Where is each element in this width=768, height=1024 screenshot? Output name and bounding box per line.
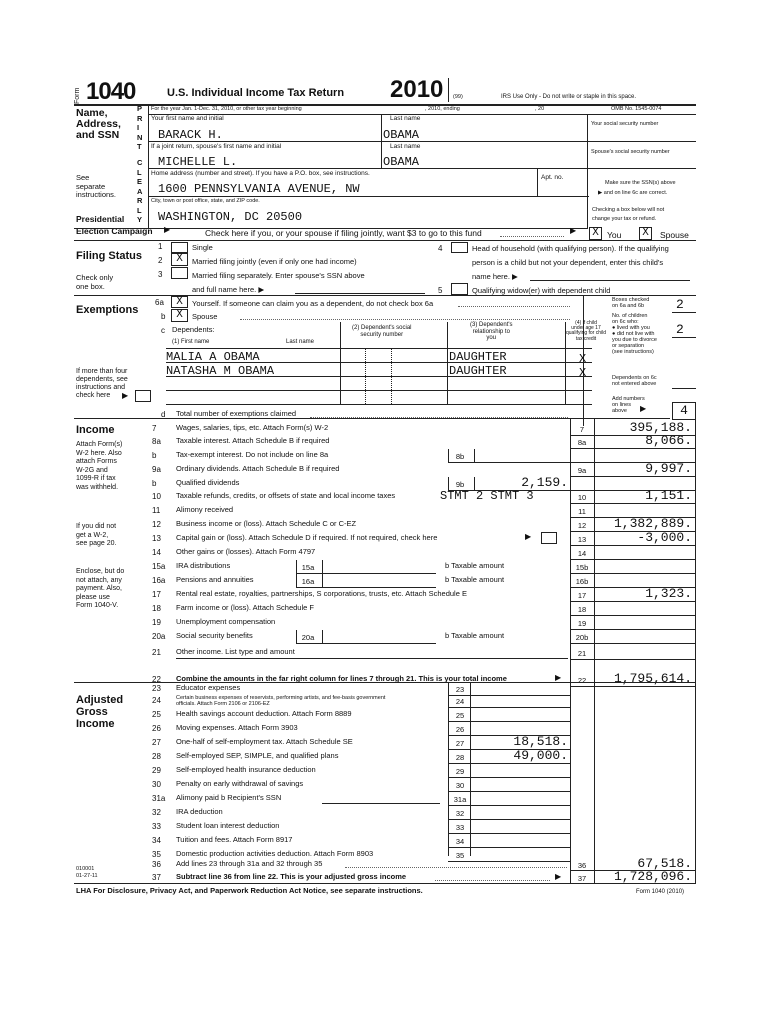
dependent-2-relation[interactable]: DAUGHTER: [449, 364, 507, 378]
form-code: (99): [453, 94, 463, 100]
you-label: You: [607, 230, 622, 240]
agi-sub-number: 32: [455, 809, 465, 818]
agi-amount-28[interactable]: 49,000.: [513, 748, 568, 763]
income-line-number: 14: [152, 548, 161, 557]
income-col-number: 8a: [577, 438, 587, 447]
income-line-number: 19: [152, 618, 161, 627]
income-col-number: 21: [577, 649, 587, 658]
line-36-label: Add lines 23 through 31a and 32 through 35: [176, 859, 323, 868]
income-col-number: 20b: [575, 633, 589, 642]
spouse-last-field[interactable]: OBAMA: [383, 155, 420, 169]
taxable-amount-label: b Taxable amount: [445, 631, 505, 640]
taxable-amount-label: b Taxable amount: [445, 561, 505, 570]
period-suffix: , 20: [535, 106, 545, 112]
checking-note-2: change your tax or refund.: [592, 216, 657, 222]
income-amount-12[interactable]: 1,382,889.: [613, 516, 692, 531]
campaign-text: Check here if you, or your spouse if filing jointly, want $3 to go to this fund: [205, 228, 482, 238]
income-line-label: Taxable refunds, credits, or offsets of state and local income taxes: [176, 491, 396, 500]
you-campaign-checkbox[interactable]: X: [589, 227, 602, 240]
omb-number: OMB No. 1545-0074: [611, 106, 662, 112]
dep-first-name-col: (1) First name: [172, 339, 210, 345]
agi-line-label: Penalty on early withdrawal of savings: [176, 779, 304, 788]
arrow-icon: ▶: [122, 391, 129, 400]
form-title: U.S. Individual Income Tax Return: [167, 87, 345, 99]
dependent-2-credit[interactable]: X: [579, 366, 587, 380]
income-sub-number: 9b: [455, 480, 465, 489]
agi-line-number: 24: [152, 696, 161, 705]
agi-line-label: One-half of self-employment tax. Attach Schedule SE: [176, 737, 353, 746]
agi-sub-number: 23: [455, 685, 465, 694]
agi-sub-number: 25: [455, 711, 465, 720]
first-name-label: Your first name and initial: [151, 115, 224, 122]
income-line-label: Wages, salaries, tips, etc. Attach Form(s) W-2: [176, 423, 329, 432]
arrow-icon: ▶: [598, 190, 603, 196]
income-col-number: 15b: [575, 563, 589, 572]
income-line-label: IRA distributions: [176, 561, 231, 570]
enclose-payment-note: Enclose, but do not attach, any payment. Also, please use Form 1040-V.: [76, 568, 125, 609]
income-amount-7[interactable]: 395,188.: [629, 420, 692, 435]
income-amount-10[interactable]: 1,151.: [645, 488, 692, 503]
dep-ssn-col: (2) Dependent's social security number: [352, 325, 412, 338]
arrow-icon: ▶: [258, 285, 265, 294]
income-amount-8a[interactable]: 8,066.: [645, 433, 692, 448]
married-joint-checkbox[interactable]: X: [171, 253, 188, 266]
single-checkbox[interactable]: [171, 242, 188, 253]
capital-gain-checkbox[interactable]: [541, 532, 557, 544]
checking-note-1: Checking a box below will not: [592, 207, 665, 213]
income-col-number: 9a: [577, 466, 587, 475]
income-amount-17[interactable]: 1,323.: [645, 586, 692, 601]
agi-line-label: Student loan interest deduction: [176, 821, 280, 830]
agi-amount-27[interactable]: 18,518.: [513, 734, 568, 749]
income-line-label: Rental real estate, royalties, partnerships, S corporations, trusts, etc. Attach Schedule E: [176, 589, 467, 598]
agi-line-number: 29: [152, 766, 161, 775]
children-note: No. of children on 6c who: ● lived with you ● did not live with you due to divorce or separation (see instructions): [612, 313, 657, 355]
agi-line-number: 27: [152, 738, 161, 747]
spouse-exemption-checkbox[interactable]: X: [171, 309, 188, 322]
form-number: 1040: [86, 78, 136, 105]
dependent-1-name[interactable]: MALIA A OBAMA: [166, 350, 260, 364]
spouse-first-label: If a joint return, spouse's first name and initial: [151, 143, 282, 150]
exemptions-heading: Exemptions: [76, 304, 139, 316]
no-w2-note: If you did not get a W-2, see page 20.: [76, 523, 117, 547]
income-line-number: 16a: [152, 576, 166, 585]
income-col-number: 11: [578, 507, 586, 516]
agi-sub-number: 33: [455, 823, 465, 832]
income-line-number: 10: [152, 492, 161, 501]
agi-line-number: 30: [152, 780, 161, 789]
income-line-label: Qualified dividends: [176, 478, 240, 487]
income-col-number: 18: [577, 605, 587, 614]
form-code-footer: 010001 01-27-11: [76, 866, 98, 879]
income-line-number: 12: [152, 520, 161, 529]
agi-line-label: Tuition and fees. Attach Form 8917: [176, 835, 293, 844]
tax-year: 2010: [390, 76, 444, 103]
election-campaign-label: Election Campaign: [76, 226, 153, 236]
filing-status-heading: Filing Status: [76, 250, 142, 262]
spouse-last-label: Last name: [390, 143, 421, 150]
arrow-icon: ▶: [512, 272, 518, 281]
income-amount-13[interactable]: -3,000.: [637, 530, 692, 545]
income-sub-number: 8b: [455, 452, 465, 461]
arrow-icon: ▶: [525, 532, 532, 541]
exemption-yourself-label: Yourself. If someone can claim you as a dependent, do not check box 6a: [192, 299, 434, 308]
period-ending-text: , 2010, ending: [425, 106, 460, 112]
married-separate-checkbox[interactable]: [171, 267, 188, 279]
filing-separate-label-2: and full name here. ▶: [192, 285, 265, 294]
income-line-number: 13: [152, 534, 161, 543]
income-sub-number: 20a: [301, 633, 315, 642]
agi-sub-number: 30: [455, 781, 465, 790]
agi-line-label: Health savings account deduction. Attach Form 8889: [176, 709, 352, 718]
agi-line-label: Domestic production activities deduction. Attach Form 8903: [176, 849, 374, 858]
agi-sub-number: 29: [455, 767, 465, 776]
income-col-number: 13: [577, 535, 587, 544]
filing-hoh-label-2: person is a child but not your dependent, enter this child's: [472, 258, 664, 267]
form-small-label: Form: [74, 87, 81, 104]
line-37-amount[interactable]: 1,728,096.: [613, 869, 692, 884]
income-amount-22[interactable]: 1,795,614.: [613, 671, 692, 686]
spouse-campaign-checkbox[interactable]: X: [639, 227, 652, 240]
agi-line-number: 32: [152, 808, 161, 817]
arrow-icon: ▶: [555, 872, 562, 881]
dep-not-entered-note: Dependents on 6c not entered above: [612, 375, 657, 387]
agi-line-number: 31a: [152, 794, 166, 803]
first-name-field[interactable]: BARACK H.: [158, 128, 223, 142]
tax-period-text: For the year Jan. 1-Dec. 31, 2010, or other tax year beginning: [151, 106, 302, 112]
irs-use-note: IRS Use Only - Do not write or staple in this space.: [501, 94, 637, 100]
income-line-label: Taxable interest. Attach Schedule B if required: [176, 436, 330, 445]
income-line-label: Business income or (loss). Attach Schedule C or C-EZ: [176, 519, 357, 528]
dep-last-name-col: Last name: [286, 339, 315, 345]
form-footer-label: Form 1040 (2010): [636, 889, 685, 895]
income-line-number: 9a: [152, 465, 161, 474]
income-line-number: 7: [152, 424, 157, 433]
income-sub-number: 16a: [301, 577, 315, 586]
agi-line-label: Certain business expenses of reservists, performing artists, and fee-basis government officials. Attach Form 2106 or 2106-EZ: [176, 695, 386, 707]
agi-line-number: 25: [152, 710, 161, 719]
name-section-heading: Name, Address, and SSN: [76, 107, 121, 141]
agi-line-number: 35: [152, 850, 161, 859]
children-value: 2: [676, 322, 684, 337]
city-label: City, town or post office, state, and ZIP code.: [151, 198, 260, 204]
income-heading: Income: [76, 424, 115, 436]
agi-line-label: Alimony paid b Recipient's SSN: [176, 793, 282, 802]
income-line-label: Other income. List type and amount: [176, 647, 295, 656]
agi-sub-number: 31a: [453, 795, 467, 804]
spouse-first-field[interactable]: MICHELLE L.: [158, 155, 238, 169]
check-only-note: Check only one box.: [76, 273, 114, 291]
agi-heading: Adjusted Gross Income: [76, 694, 124, 730]
line-36-amount[interactable]: 67,518.: [637, 856, 692, 871]
lha-notice: LHA For Disclosure, Privacy Act, and Paperwork Reduction Act Notice, see separate instructions.: [76, 886, 423, 895]
last-name-label: Last name: [390, 115, 421, 122]
income-line-number: 22: [152, 675, 161, 684]
dep-credit-col: (4) if child under age 17 qualifying for child tax credit: [566, 320, 607, 342]
filing-hoh-label-3: name here. ▶: [472, 272, 518, 281]
attach-forms-note: Attach Form(s) W-2 here. Also attach Forms W-2G and 1099-R if tax was withheld.: [76, 441, 123, 491]
ssn-note-1: Make sure the SSN(s) above: [605, 180, 676, 186]
agi-sub-number: 35: [455, 851, 465, 860]
campaign-arrow-icon-2: ▶: [570, 226, 577, 235]
exemption-spouse-label: Spouse: [192, 312, 218, 321]
income-line-number: 15a: [152, 562, 166, 571]
boxes-checked-value: 2: [676, 297, 684, 312]
campaign-arrow-icon: ▶: [164, 225, 171, 234]
income-col-number: 14: [577, 549, 587, 558]
filing-hoh-label: Head of household (with qualifying person). If the qualifying: [472, 244, 669, 253]
clearly-letters: C L E A R L Y: [137, 158, 143, 224]
income-line-label: Capital gain or (loss). Attach Schedule D if required. If not required, check here: [176, 533, 438, 542]
income-line-label: Combine the amounts in the far right column for lines 7 through 21. This is your total income: [176, 674, 507, 683]
agi-line-number: 23: [152, 684, 161, 693]
apt-label: Apt. no.: [541, 174, 564, 181]
filing-widow-label: Qualifying widow(er) with dependent child: [472, 286, 611, 295]
income-col-number: 22: [577, 676, 587, 685]
agi-line-label: Moving expenses. Attach Form 3903: [176, 723, 298, 732]
agi-line-label: Self-employed health insurance deduction: [176, 765, 316, 774]
income-line-label: Other gains or (losses). Attach Form 4797: [176, 547, 316, 556]
total-exemptions-label: Total number of exemptions claimed: [176, 409, 297, 418]
agi-sub-number: 28: [455, 753, 465, 762]
add-numbers-note: Add numbers on lines above: [612, 396, 645, 414]
agi-sub-number: 24: [455, 697, 465, 706]
income-line-label: Tax-exempt interest. Do not include on line 8a: [176, 450, 329, 459]
income-line-label: Unemployment compensation: [176, 617, 276, 626]
agi-line-label: Educator expenses: [176, 683, 241, 692]
income-col-number: 10: [577, 493, 587, 502]
income-line-number: b: [152, 479, 157, 488]
agi-line-label: Self-employed SEP, SIMPLE, and qualified plans: [176, 751, 339, 760]
dep-relation-col: (3) Dependent's relationship to you: [470, 322, 513, 341]
more-dependents-note: If more than four dependents, see instructions and check here: [76, 368, 128, 399]
agi-line-number: 34: [152, 836, 161, 845]
agi-line-number: 33: [152, 822, 161, 831]
income-col-number: 7: [579, 425, 585, 434]
head-household-checkbox[interactable]: [451, 242, 468, 253]
income-line-label: Alimony received: [176, 505, 234, 514]
income-sub-amount-9b[interactable]: 2,159.: [521, 475, 568, 490]
income-col-number: 12: [577, 521, 587, 530]
dependent-1-credit[interactable]: X: [579, 352, 587, 366]
agi-sub-number: 27: [455, 739, 465, 748]
dependent-2-name[interactable]: NATASHA M OBAMA: [166, 364, 275, 378]
print-letters: P R I N T: [137, 104, 143, 151]
income-line-number: 18: [152, 604, 161, 613]
income-line-label: Ordinary dividends. Attach Schedule B if required: [176, 464, 340, 473]
filing-joint-label: Married filing jointly (even if only one had income): [192, 257, 357, 266]
boxes-checked-note: Boxes checked on 6a and 6b: [612, 297, 650, 309]
ssn-note-2: ▶ and on line 6c are correct.: [598, 190, 668, 196]
income-line-number: 20a: [152, 632, 166, 641]
income-col-number: 16b: [575, 577, 589, 586]
presidential-label: Presidential: [76, 214, 125, 224]
income-col-number: 17: [577, 591, 587, 600]
yourself-checkbox[interactable]: X: [171, 296, 188, 308]
last-name-field[interactable]: OBAMA: [383, 128, 420, 142]
spouse-ssn-label: Spouse's social security number: [591, 149, 670, 155]
city-field[interactable]: WASHINGTON, DC 20500: [158, 210, 303, 224]
tax-form-page: Form 1040 U.S. Individual Income Tax Return 2010 (99) IRS Use Only - Do not write or staple in this space. P R I N T C L E A R L Y For the year Jan. 1-Dec. 31, 2010, or other tax year beginning , 2010, ending , 20 OMB No. 1545-0074 Name, Address, and SSN See separate instructions. Presidential Election Campaign Your first name and initial Last name Your social security number BARACK H. OBAMA If a joint return, spouse's first name and initial Last name Spouse's social security number MICHELLE L. OBAMA Home address (number and street). If you have a P.O. box, see instructions. Apt. no. 1600 PENNSYLVANIA AVENUE, NW Make sure the SSN(s) above ▶ and on line 6c are correct. City, town or post office, state, and ZIP code. WASHINGTON, DC 20500 Checking a box below will not change your tax or refund. ▶ Check here if you, or your spouse if filing jointly, want $3 to go to this fund ▶ X You X Spouse Filing Status Check only one box. 1 Single 2 X Married filing jointly (even if only one had income) 3 Married filing separately. Enter spouse's SSN above and full name here. ▶ 4 Head of household (with qualifying person). If the qualifying person is a child but not your dependent, enter this child's name here. ▶ 5 Qualifying widow(er) with dependent child Exemptions 6a X Yourself. If someone can claim you as a dependent, do not check box 6a b X Spouse Boxes checked on 6a and 6b 2 c Dependents: (1) First name Last name (2) Dependent's social security number (3) Dependent's relationship to you (4) if child under age 17 qualifying for child tax credit No. of children on 6c who: ● lived with you ● did not live with you due to divorce or separation (see instructions) 2 MALIA A OBAMA DAUGHTER X NATASHA M OBAMA DAUGHTER X If more than four dependents, see instructions and check here ▶ Dependents on 6c not entered above Add numbers on lines above ▶ 4 d Total number of exemptions claimed Income Attach Form(s) W-2 here. Also attach Forms W-2G and 1099-R if tax was withheld. If you did not get a W-2, see page 20. Enclose, but do not attach, any payment. Also, please use Form 1040-V. Adjusted Gross Income 36 Add lines 23 through 31a and 32 through 35 36 67,518. 37 Subtract line 36 from line 22. This is your adjusted gross income ▶ 37 1,728,096. 010001 01-27-11 LHA For Disclosure, Privacy Act, and Paperwork Reduction Act Notice, see separate instructions. Form 1040 (2010) 7 Wages, salaries, tips, etc. Attach Form(s) W-2 7 395,188. 8a Taxable interest. Attach Schedule B if required 8a 8,066. b Tax-exempt interest. Do not include on line 8a 8b 9a Ordinary dividends. Attach Schedule B if required 9a 9,997. b Qualified dividends 9b 2,159. 10 Taxable refunds, credits, or offsets of state and local income taxes 10 1,151. STMT 2 STMT 3 11 Alimony received 11 12 Business income or (loss). Attach Schedule C or C-EZ 12 1,382,889. 13 Capital gain or (loss). Attach Schedule D if required. If not required, check here 13 -3,000. ▶ 14 Other gains or (losses). Attach Form 4797 14 15a IRA distributions 15b 15a b Taxable amount 16a Pensions and annuities 16b 16a b Taxable amount 17 Rental real estate, royalties, partnerships, S corporations, trusts, etc. Attach Schedule E 17 1,323. 18 Farm income or (loss). Attach Schedule F 18 19 Unemployment compensation 19 20a Social security benefits 20b 20a b Taxable amount 21 Other income. List type and amount 21 22 Combine the amounts in the far right column for lines 7 through 21. This is your total income 22 1,795,614. ▶ 23 Educator expenses 23 24 Certain business expenses of reservists, performing artists, and fee-basis government officials. Attach Form 2106 or 2106-EZ 24 25 Health savings account deduction. Attach Form 8889 25 26 Moving expenses. Attach Form 3903 26 27 One-half of self-employment tax. Attach Schedule SE 27 18,518. 28 Self-employed SEP, SIMPLE, and qualified plans 28 49,000. 29 Self-employed health insurance deduction 29 30 Penalty on early withdrawal of savings 30 31a Alimony paid b Recipient's SSN 31a 32 IRA deduction 32 33 Student loan interest deduction 33 34 Tuition and fees. Attach Form 8917 34 35 Domestic production activities deduction. Attach Form 8903 35: [0, 0, 768, 1024]
arrow-icon: ▶: [640, 404, 647, 413]
income-col-number: 19: [577, 619, 587, 628]
qualifying-widow-checkbox[interactable]: [451, 283, 468, 295]
arrow-icon: ▶: [555, 673, 562, 682]
address-field[interactable]: 1600 PENNSYLVANIA AVENUE, NW: [158, 182, 360, 196]
dependents-label: Dependents:: [172, 325, 215, 334]
income-statement-ref: STMT 2 STMT 3: [440, 489, 534, 503]
agi-sub-number: 34: [455, 837, 465, 846]
agi-line-number: 26: [152, 724, 161, 733]
income-line-number: b: [152, 451, 157, 460]
spouse-campaign-label: Spouse: [660, 230, 689, 240]
filing-separate-label: Married filing separately. Enter spouse's SSN above: [192, 271, 365, 280]
income-line-number: 17: [152, 590, 161, 599]
income-amount-9a[interactable]: 9,997.: [645, 461, 692, 476]
your-ssn-label: Your social security number: [591, 121, 659, 127]
income-line-label: Social security benefits: [176, 631, 253, 640]
income-line-number: 21: [152, 648, 161, 657]
agi-sub-number: 26: [455, 725, 465, 734]
agi-line-number: 28: [152, 752, 161, 761]
dependent-1-relation[interactable]: DAUGHTER: [449, 350, 507, 364]
home-address-label: Home address (number and street). If you have a P.O. box, see instructions.: [151, 170, 370, 177]
line-37-label: Subtract line 36 from line 22. This is your adjusted gross income: [176, 872, 407, 881]
see-instructions-note: See separate instructions.: [76, 173, 117, 199]
filing-single-label: Single: [192, 243, 213, 252]
income-line-label: Farm income or (loss). Attach Schedule F: [176, 603, 314, 612]
income-sub-number: 15a: [301, 563, 315, 572]
income-line-number: 8a: [152, 437, 161, 446]
more-dependents-checkbox[interactable]: [135, 390, 151, 402]
total-exemptions-value: 4: [672, 402, 696, 420]
agi-line-label: IRA deduction: [176, 807, 223, 816]
taxable-amount-label: b Taxable amount: [445, 575, 505, 584]
income-line-label: Pensions and annuities: [176, 575, 254, 584]
income-line-number: 11: [152, 506, 161, 515]
